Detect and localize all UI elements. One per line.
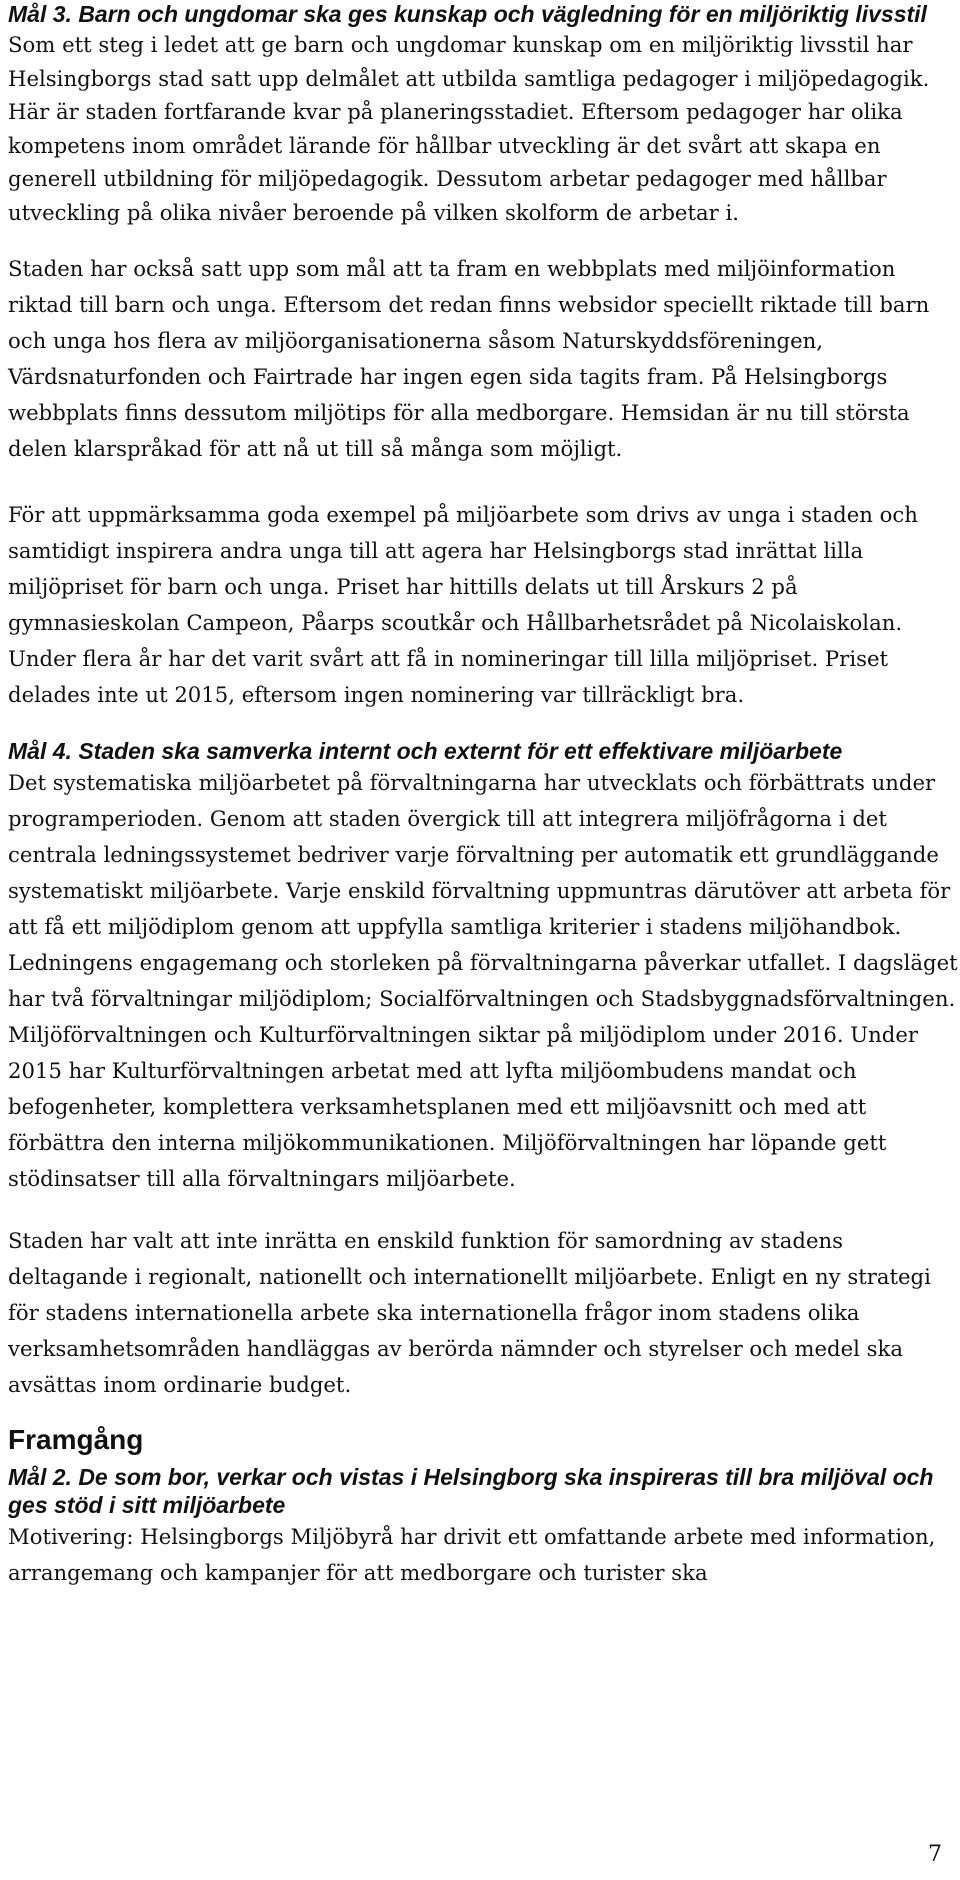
goal-3-heading [8, 0, 960, 28]
goal-4-heading [8, 737, 960, 765]
goal-2-heading-lead: Mål 2. [8, 1464, 72, 1490]
goal-2-heading-text: De som bor, verkar och vistas i Helsingborg ska inspireras till bra miljöval och ges stöd i sitt miljöarbete [8, 1464, 934, 1518]
goal-2-heading [8, 1463, 960, 1519]
goal-4-heading-text: Staden ska samverka internt och externt för ett effektivare miljöarbete [78, 738, 843, 764]
goal-4-paragraph-2: Staden har valt att inte inrätta en enskild funktion för samordning av stadens deltagande i regionalt, nationellt och internationellt miljöarbete. Enligt en ny strategi för stadens internationella arbete ska internationella frågor inom stadens olika verksamhetsområden handläggas av berörda nämnder och styrelser och medel ska avsättas inom ordinarie budget. [8, 1228, 931, 1397]
goal-4-paragraph-1: Det systematiska miljöarbetet på förvaltningarna har utvecklats och förbättrats under programperioden. Genom att staden övergick till att integrera miljöfrågorna i det centrala ledningssystemet bedriver varje förvaltning per automatik ett grundläggande systematiskt miljöarbete. Varje enskild förvaltning uppmuntras därutöver att arbeta för att få ett miljödiplom genom att uppfylla samtliga kriterier i stadens miljöhandbok. Ledningens engagemang och storleken på förvaltningarna påverkar utfallet. I dagsläget har två förvaltningar miljödiplom; Socialförvaltningen och Stadsbyggnadsförvaltningen. Miljöförvaltningen och Kulturförvaltningen siktar på miljödiplom under 2016. Under 2015 har Kulturförvaltningen arbetat med att lyfta miljöombudens mandat och befogenheter, komplettera verksamhetsplanen med ett miljöavsnitt och med att förbättra den interna miljökommunikationen. Miljöförvaltningen har löpande gett stödinsatser till alla förvaltningars miljöarbete. [8, 770, 958, 1191]
goal-3-paragraph-2: Staden har också satt upp som mål att ta fram en webbplats med miljöinformation riktad till barn och unga. Eftersom det redan finns websidor speciellt riktade till barn och unga hos flera av miljöorganisationerna såsom Naturskyddsföreningen, Värdsnaturfonden och Fairtrade har ingen egen sida tagits fram. På Helsingborgs webbplats finns dessutom miljötips för alla medborgare. Hemsidan är nu till största delen klarspråkad för att nå ut till så många som möjligt. [8, 256, 930, 461]
page-number: 7 [928, 1842, 942, 1867]
goal-3-paragraph-1: Som ett steg i ledet att ge barn och ungdomar kunskap om en miljöriktig livsstil har Helsingborgs stad satt upp delmålet att utbilda samtliga pedagoger i miljöpedagogik. Här är staden fortfarande kvar på planeringsstadiet. Eftersom pedagoger har olika kompetens inom området lärande för hållbar utveckling är det svårt att skapa en generell utbildning för miljöpedagogik. Dessutom arbetar pedagoger med hållbar utveckling på olika nivåer beroende på vilken skolform de arbetar i. [8, 32, 930, 225]
goal-3-paragraph-3: För att uppmärksamma goda exempel på miljöarbete som drivs av unga i staden och samtidigt inspirera andra unga till att agera har Helsingborgs stad inrättat lilla miljöpriset för barn och unga. Priset har hittills delats ut till Årskurs 2 på gymnasieskolan Campeon, Påarps scoutkår och Hållbarhetsrådet på Nicolaiskolan. Under flera år har det varit svårt att få in nomineringar till lilla miljöpriset. Priset delades inte ut 2015, eftersom ingen nominering var tillräckligt bra. [8, 502, 918, 707]
goal-3-heading-text: Barn och ungdomar ska ges kunskap och vägledning för en miljöriktig livsstil [78, 1, 927, 27]
goal-3-heading-lead: Mål 3. [8, 1, 72, 27]
framgang-title: Framgång [8, 1424, 144, 1455]
goal-4-heading-lead: Mål 4. [8, 738, 72, 764]
goal-2-paragraph: Motivering: Helsingborgs Miljöbyrå har drivit ett omfattande arbete med information, arrangemang och kampanjer för att medborgare och turister ska [8, 1524, 936, 1585]
